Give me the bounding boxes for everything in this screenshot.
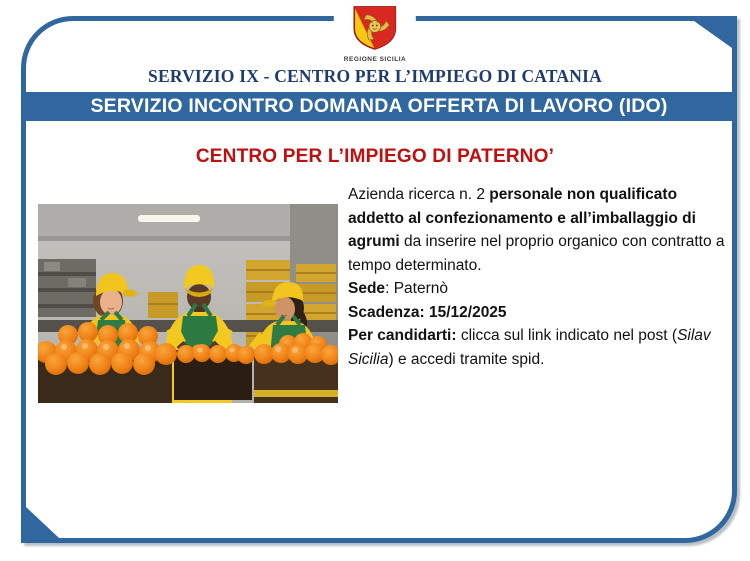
deadline-value: Scadenza: 15/12/2025 bbox=[348, 303, 507, 321]
section-title: CENTRO PER L’IMPIEGO DI PATERNO’ bbox=[195, 146, 555, 167]
location-label: Sede bbox=[348, 280, 386, 297]
apply-text-before: clicca sul link indicato nel post ( bbox=[456, 327, 678, 344]
deadline-line bbox=[348, 301, 732, 325]
location-separator: : bbox=[385, 280, 394, 297]
location-line bbox=[348, 277, 732, 301]
regione-sicilia-logo bbox=[334, 3, 416, 64]
trinacria-icon bbox=[351, 37, 399, 54]
description-run3: da inserire nel proprio organico con contratto a tempo determinato. bbox=[348, 233, 725, 274]
workers-photo-illustration bbox=[38, 204, 338, 403]
job-details bbox=[348, 183, 732, 371]
apply-label: Per candidarti: bbox=[348, 327, 457, 344]
description-run2-bold: personale non qualificato addetto al confezionamento e all’imballaggio di agrumi bbox=[348, 186, 696, 250]
banner-title: SERVIZIO INCONTRO DOMANDA OFFERTA DI LAVORO (IDO) bbox=[90, 95, 668, 117]
banner bbox=[26, 92, 732, 121]
description-run1: Azienda ricerca n. 2 bbox=[348, 186, 490, 203]
job-description bbox=[348, 183, 732, 277]
workers-photo bbox=[38, 204, 338, 403]
apply-italic: Silav Sicilia bbox=[348, 327, 711, 368]
logo-caption: REGIONE SICILIA bbox=[343, 56, 407, 63]
apply-text-after: ) e accedi tramite spid. bbox=[388, 350, 545, 368]
header-title: SERVIZIO IX - CENTRO PER L’IMPIEGO DI CATANIA bbox=[148, 66, 602, 86]
location-value: Paternò bbox=[393, 280, 448, 297]
apply-line bbox=[348, 324, 732, 371]
